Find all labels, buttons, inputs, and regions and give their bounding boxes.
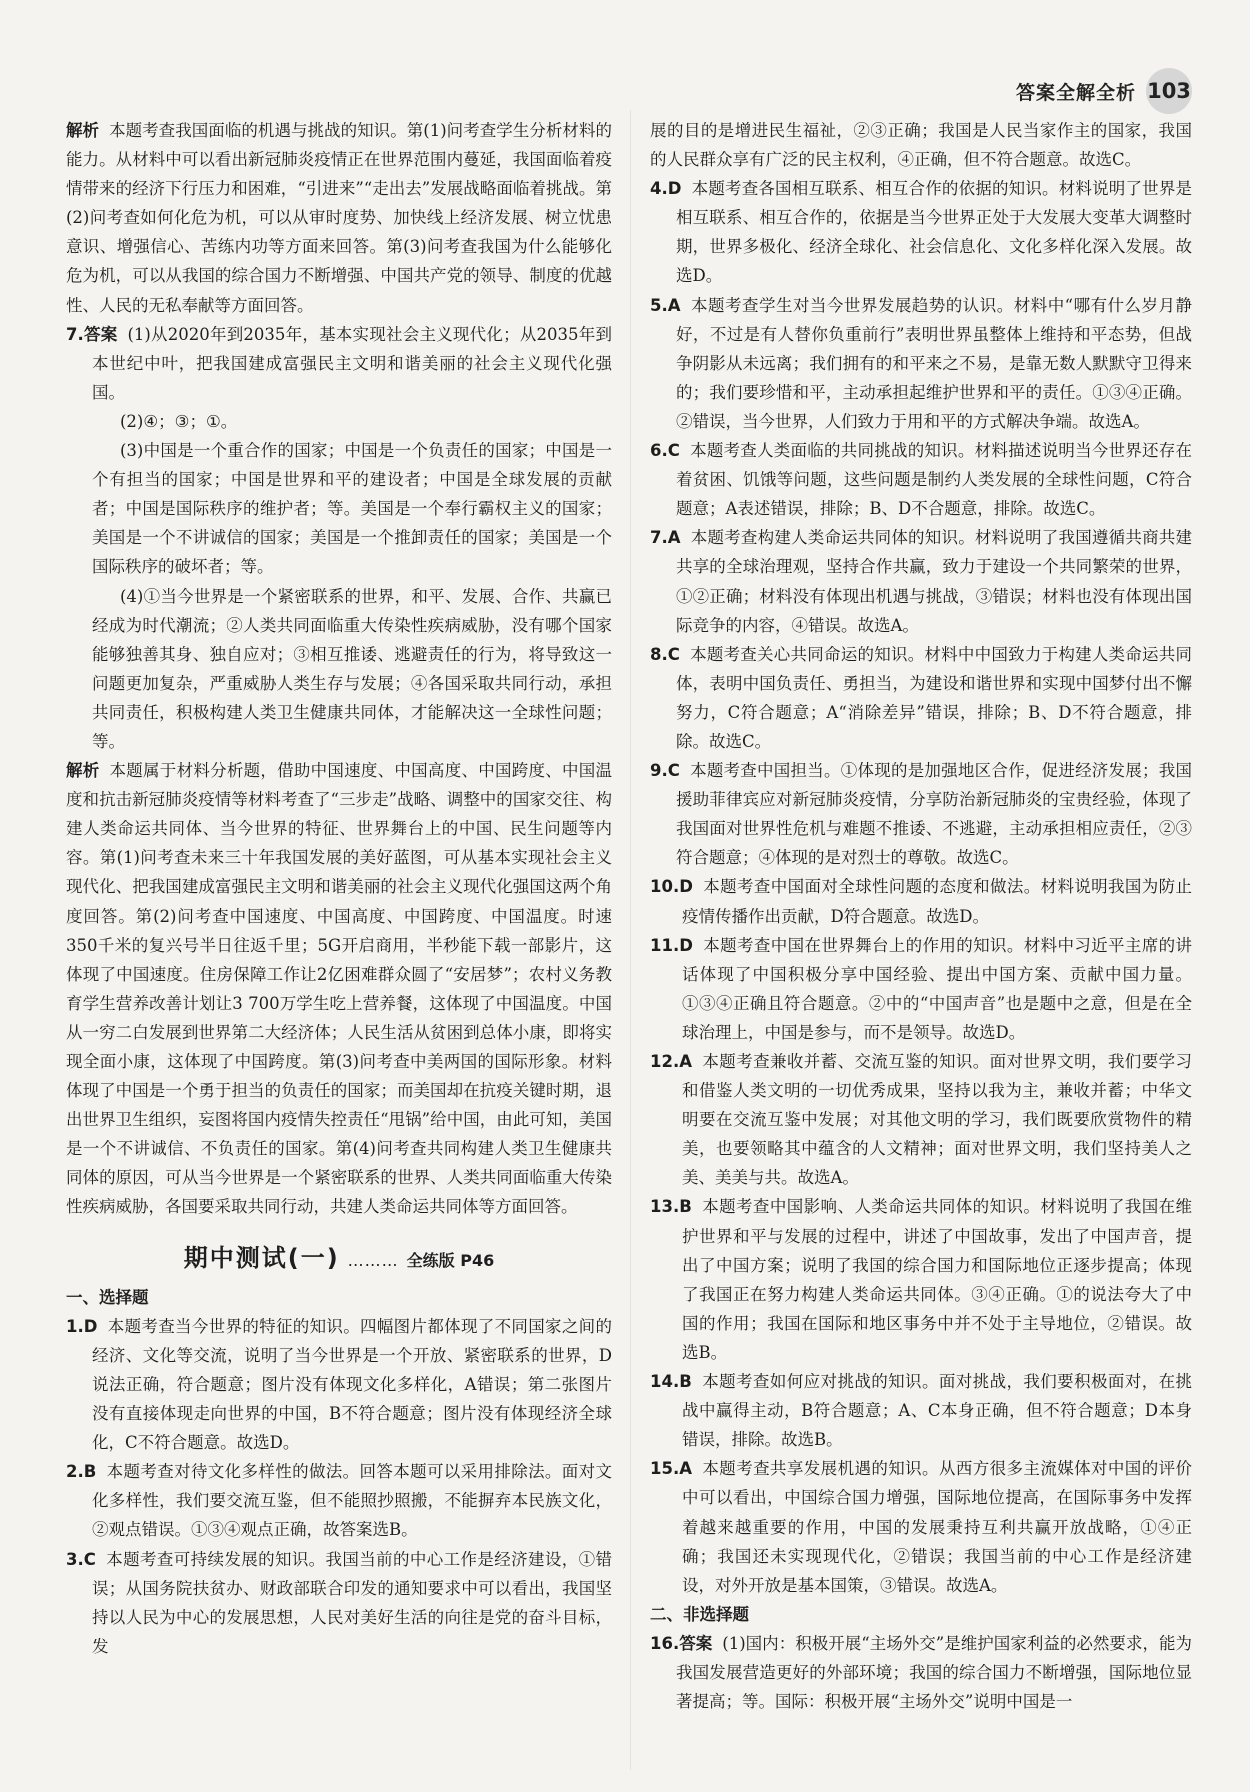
section-title	[66, 1244, 612, 1275]
section-page-ref: 全练版 P46	[406, 1250, 495, 1270]
item-text: 本题考查如何应对挑战的知识。面对挑战，我们要积极面对，在挑战中赢得主动，B符合题意；A、C本身正确，但不符合题意；D本身错误，排除。故选B。	[682, 1372, 1192, 1450]
answer-7	[66, 320, 612, 407]
item-text: 本题考查中国影响、人类命运共同体的知识。材料说明了我国在维护世界和平与发展的过程中，讲述了中国故事，发出了中国声音，提出了中国方案；说明了我国的综合国力和国际地位正逐步提高；体现了我国正在努力构建人类命运共同体。③④正确。①的说法夸大了中国的作用；我国在国际和地区事务中并不处于主导地位，②错误。故选B。	[682, 1197, 1192, 1362]
header-title: 答案全解全析	[1015, 81, 1136, 104]
list-item	[650, 640, 1192, 756]
item-label: 12.A	[650, 1052, 692, 1071]
analysis-paragraph-2	[66, 756, 612, 1222]
item-text: 本题考查各国相互联系、相互合作的依据的知识。材料说明了世界是相互联系、相互合作的，依据是当今世界正处于大发展大变革大调整时期，世界多极化、经济全球化、社会信息化、文化多样化深入发展。故选D。	[676, 179, 1192, 286]
analysis-text: 本题属于材料分析题，借助中国速度、中国高度、中国跨度、中国温度和抗击新冠肺炎疫情等材料考查了“三步走”战略、调整中的国家交往、构建人类命运共同体、当今世界的特征、世界舞台上的中国、民生问题等内容。第(1)问考查未来三十年我国发展的美好蓝图，可从基本实现社会主义现代化、把我国建成富强民主文明和谐美丽的社会主义现代化强国这两个角度回答。第(2)问考查中国速度、中国高度、中国跨度、中国温度。时速350千米的复兴号半日往返千里；5G开启商用，半秒能下载一部影片，这体现了中国速度。住房保障工作让2亿困难群众圆了“安居梦”；农村义务教育学生营养改善计划让3 700万学生吃上营养餐，这体现了中国温度。中国从一穷二白发展到世界第二大经济体；人民生活从贫困到总体小康，即将实现全面小康，这体现了中国跨度。第(3)问考查中美两国的国际形象。材料体现了中国是一个勇于担当的负责任的国家；而美国却在抗疫关键时期，退出世界卫生组织，妄图将国内疫情失控责任“甩锅”给中国，由此可知，美国是一个不讲诚信、不负责任的国家。第(4)问考查共同构建人类卫生健康共同体的原因，可从当今世界是一个紧密联系的世界、人类共同面临重大传染性疾病威胁，各国要采取共同行动，共建人类命运共同体等方面回答。	[66, 761, 613, 1217]
item-label: 11.D	[650, 935, 693, 955]
item-label: 6.C	[650, 441, 680, 461]
part-title: 一、选择题	[66, 1287, 149, 1307]
item-text: 本题考查对待文化多样性的做法。回答本题可以采用排除法。面对文化多样性，我们要交流互鉴，但不能照抄照搬，不能摒弃本民族文化，②观点错误。①③④观点正确，故答案选B。	[92, 1462, 612, 1540]
answer-label: 16.答案	[650, 1633, 713, 1653]
item-text: 本题考查兼收并蓄、交流互鉴的知识。面对世界文明，我们要学习和借鉴人类文明的一切优秀成果，坚持以我为主，兼收并蓄；中华文明要在交流互鉴中发展；对其他文明的学习，我们既要欣赏物件的精美，也要领略其中蕴含的人文精神；面对世界文明，我们坚持美人之美、美美与共。故选A。	[682, 1052, 1192, 1188]
list-item	[650, 1192, 1192, 1367]
list-item	[650, 291, 1192, 436]
item-text: 本题考查共享发展机遇的知识。从西方很多主流媒体对中国的评价中可以看出，中国综合国力增强，国际地位提高，在国际事务中发挥着越来越重要的作用，中国的发展秉持互利共赢开放战略，①④正确；我国还未实现现代化，②错误；我国当前的中心工作是经济建设，对外开放是基本国策，③错误。故选A。	[682, 1459, 1192, 1595]
list-item	[66, 1545, 612, 1661]
page-number: 103	[1146, 68, 1192, 114]
item-text: 本题考查关心共同命运的知识。材料中中国致力于构建人类命运共同体，表明中国负责任、勇担当，为建设和谐世界和实现中国梦付出不懈努力，C符合题意；A“消除差异”错误，排除；B、D不符合题意，排除。故选C。	[676, 644, 1192, 751]
item-text: 本题考查构建人类命运共同体的知识。材料说明了我国遵循共商共建共享的全球治理观，坚持合作共赢，致力于建设一个共同繁荣的世界，①②正确；材料没有体现出机遇与挑战，③错误；材料也没有体现出国际竞争的内容，④错误。故选A。	[676, 528, 1192, 635]
item-label: 7.A	[650, 528, 681, 548]
left-column	[66, 116, 612, 1661]
list-item	[650, 174, 1192, 290]
part-title: 二、非选择题	[650, 1604, 749, 1624]
item-label: 1.D	[66, 1316, 98, 1336]
item-label: 15.A	[650, 1459, 692, 1479]
list-item	[650, 872, 1192, 930]
item-label: 14.B	[650, 1372, 692, 1392]
answer-7-part3: (3)中国是一个重合作的国家；中国是一个负责任的国家；中国是一个有担当的国家；中国是世界和平的建设者；中国是全球发展的贡献者；中国是国际秩序的维护者；等。美国是一个奉行霸权主义的国家；美国是一个不讲诚信的国家；美国是一个推卸责任的国家；美国是一个国际秩序的破坏者；等。	[92, 441, 612, 577]
item-label: 8.C	[650, 644, 680, 664]
analysis-label: 解析	[66, 761, 100, 781]
item-label: 13.B	[650, 1197, 692, 1217]
list-item	[650, 931, 1192, 1047]
section-title-text: 期中测试(一)	[183, 1243, 340, 1272]
analysis-text: 本题考查我国面临的机遇与挑战的知识。第(1)问考查学生分析材料的能力。从材料中可以看出新冠肺炎疫情正在世界范围内蔓延，我国面临着疫情带来的经济下行压力和困难，“引进来”“走出去”发展战略面临着挑战。第(2)问考查如何化危为机，可以从审时度势、加快线上经济发展、树立忧患意识、增强信心、苦练内功等方面来回答。第(3)问考查我国为什么能够化危为机，可以从我国的综合国力不断增强、中国共产党的领导、制度的优越性、人民的无私奉献等方面回答。	[66, 121, 613, 315]
item-label: 10.D	[650, 877, 693, 897]
item-label: 5.A	[650, 295, 681, 315]
analysis-label: 解析	[66, 121, 100, 140]
item-label: 9.C	[650, 761, 680, 781]
page-header	[1016, 68, 1192, 114]
item-label: 2.B	[66, 1462, 97, 1482]
item-text: 本题考查中国面对全球性问题的态度和做法。材料说明我国为防止疫情传播作出贡献，D符合题意。故选D。	[682, 877, 1192, 926]
item-text: 本题考查可持续发展的知识。我国当前的中心工作是经济建设，①错误；从国务院扶贫办、财政部联合印发的通知要求中可以看出，我国坚持以人民为中心的发展思想，人民对美好生活的向往是党的奋斗目标，发	[92, 1549, 612, 1656]
answer-7-part4: (4)①当今世界是一个紧密联系的世界，和平、发展、合作、共赢已经成为时代潮流；②人类共同面临重大传染性疾病威胁，没有哪个国家能够独善其身、独自应对；③相互推诿、逃避责任的行为，将导致这一问题更加复杂，严重威胁人类生存与发展；④各国采取共同行动，承担共同责任，积极构建人类卫生健康共同体，才能解决这一全球性问题；等。	[92, 586, 612, 751]
continued-text: 展的目的是增进民生福祉，②③正确；我国是人民当家作主的国家，我国的人民群众享有广泛的民主权利，④正确，但不符合题意。故选C。	[650, 121, 1192, 170]
item-text: 本题考查中国在世界舞台上的作用的知识。材料中习近平主席的讲话体现了中国积极分享中国经验、提出中国方案、贡献中国力量。①③④正确且符合题意。②中的“中国声音”也是题中之意，但是在全球治理上，中国是参与，而不是领导。故选D。	[682, 935, 1192, 1042]
column-divider	[630, 110, 631, 1770]
answer-text: (1)国内：积极开展“主场外交”是维护国家利益的必然要求，能为我国发展营造更好的外部环境；我国的综合国力不断增强，国际地位显著提高；等。国际：积极开展“主场外交”说明中国是一	[676, 1633, 1192, 1712]
list-item	[650, 1367, 1192, 1454]
list-item	[650, 523, 1192, 639]
list-item	[66, 1312, 612, 1457]
right-column	[650, 116, 1192, 1716]
answer-7-part2: (2)④；③；①。	[120, 411, 238, 431]
answer-text: (1)从2020年到2035年，基本实现社会主义现代化；从2035年到本世纪中叶，把我国建成富强民主文明和谐美丽的社会主义现代化强国。	[92, 324, 612, 402]
item-text: 本题考查当今世界的特征的知识。四幅图片都体现了不同国家之间的经济、文化等交流，说明了当今世界是一个开放、紧密联系的世界，D说法正确，符合题意；图片没有体现文化多样化，A错误；第二张图片没有直接体现走向世界的中国，B不符合题意；图片没有体现经济全球化，C不符合题意。故选D。	[92, 1316, 612, 1453]
analysis-paragraph	[66, 116, 612, 320]
list-item	[650, 1454, 1192, 1599]
list-item	[650, 436, 1192, 523]
answer-16	[650, 1629, 1192, 1716]
list-item	[66, 1457, 612, 1544]
section-leader-dots: ………	[347, 1250, 399, 1270]
item-label: 4.D	[650, 179, 682, 199]
answer-label: 7.答案	[66, 324, 118, 344]
item-text: 本题考查中国担当。①体现的是加强地区合作，促进经济发展；我国援助菲律宾应对新冠肺炎疫情，分享防治新冠肺炎的宝贵经验，体现了我国面对世界性危机与难题不推诿、不逃避，主动承担相应责任，②③符合题意；④体现的是对烈士的尊敬。故选C。	[676, 761, 1192, 868]
item-label: 3.C	[66, 1549, 96, 1569]
list-item	[650, 756, 1192, 872]
list-item	[650, 1047, 1192, 1192]
item-text: 本题考查学生对当今世界发展趋势的认识。材料中“哪有什么岁月静好，不过是有人替你负重前行”表明世界虽整体上维持和平态势，但战争阴影从未远离；我们拥有的和平来之不易，是靠无数人默默守卫得来的；我们要珍惜和平，主动承担起维护世界和平的责任。①③④正确。②错误，当今世界，人们致力于用和平的方式解决争端。故选A。	[676, 295, 1192, 431]
item-text: 本题考查人类面临的共同挑战的知识。材料描述说明当今世界还存在着贫困、饥饿等问题，这些问题是制约人类发展的全球性问题，C符合题意；A表述错误，排除；B、D不合题意，排除。故选C。	[676, 441, 1192, 519]
